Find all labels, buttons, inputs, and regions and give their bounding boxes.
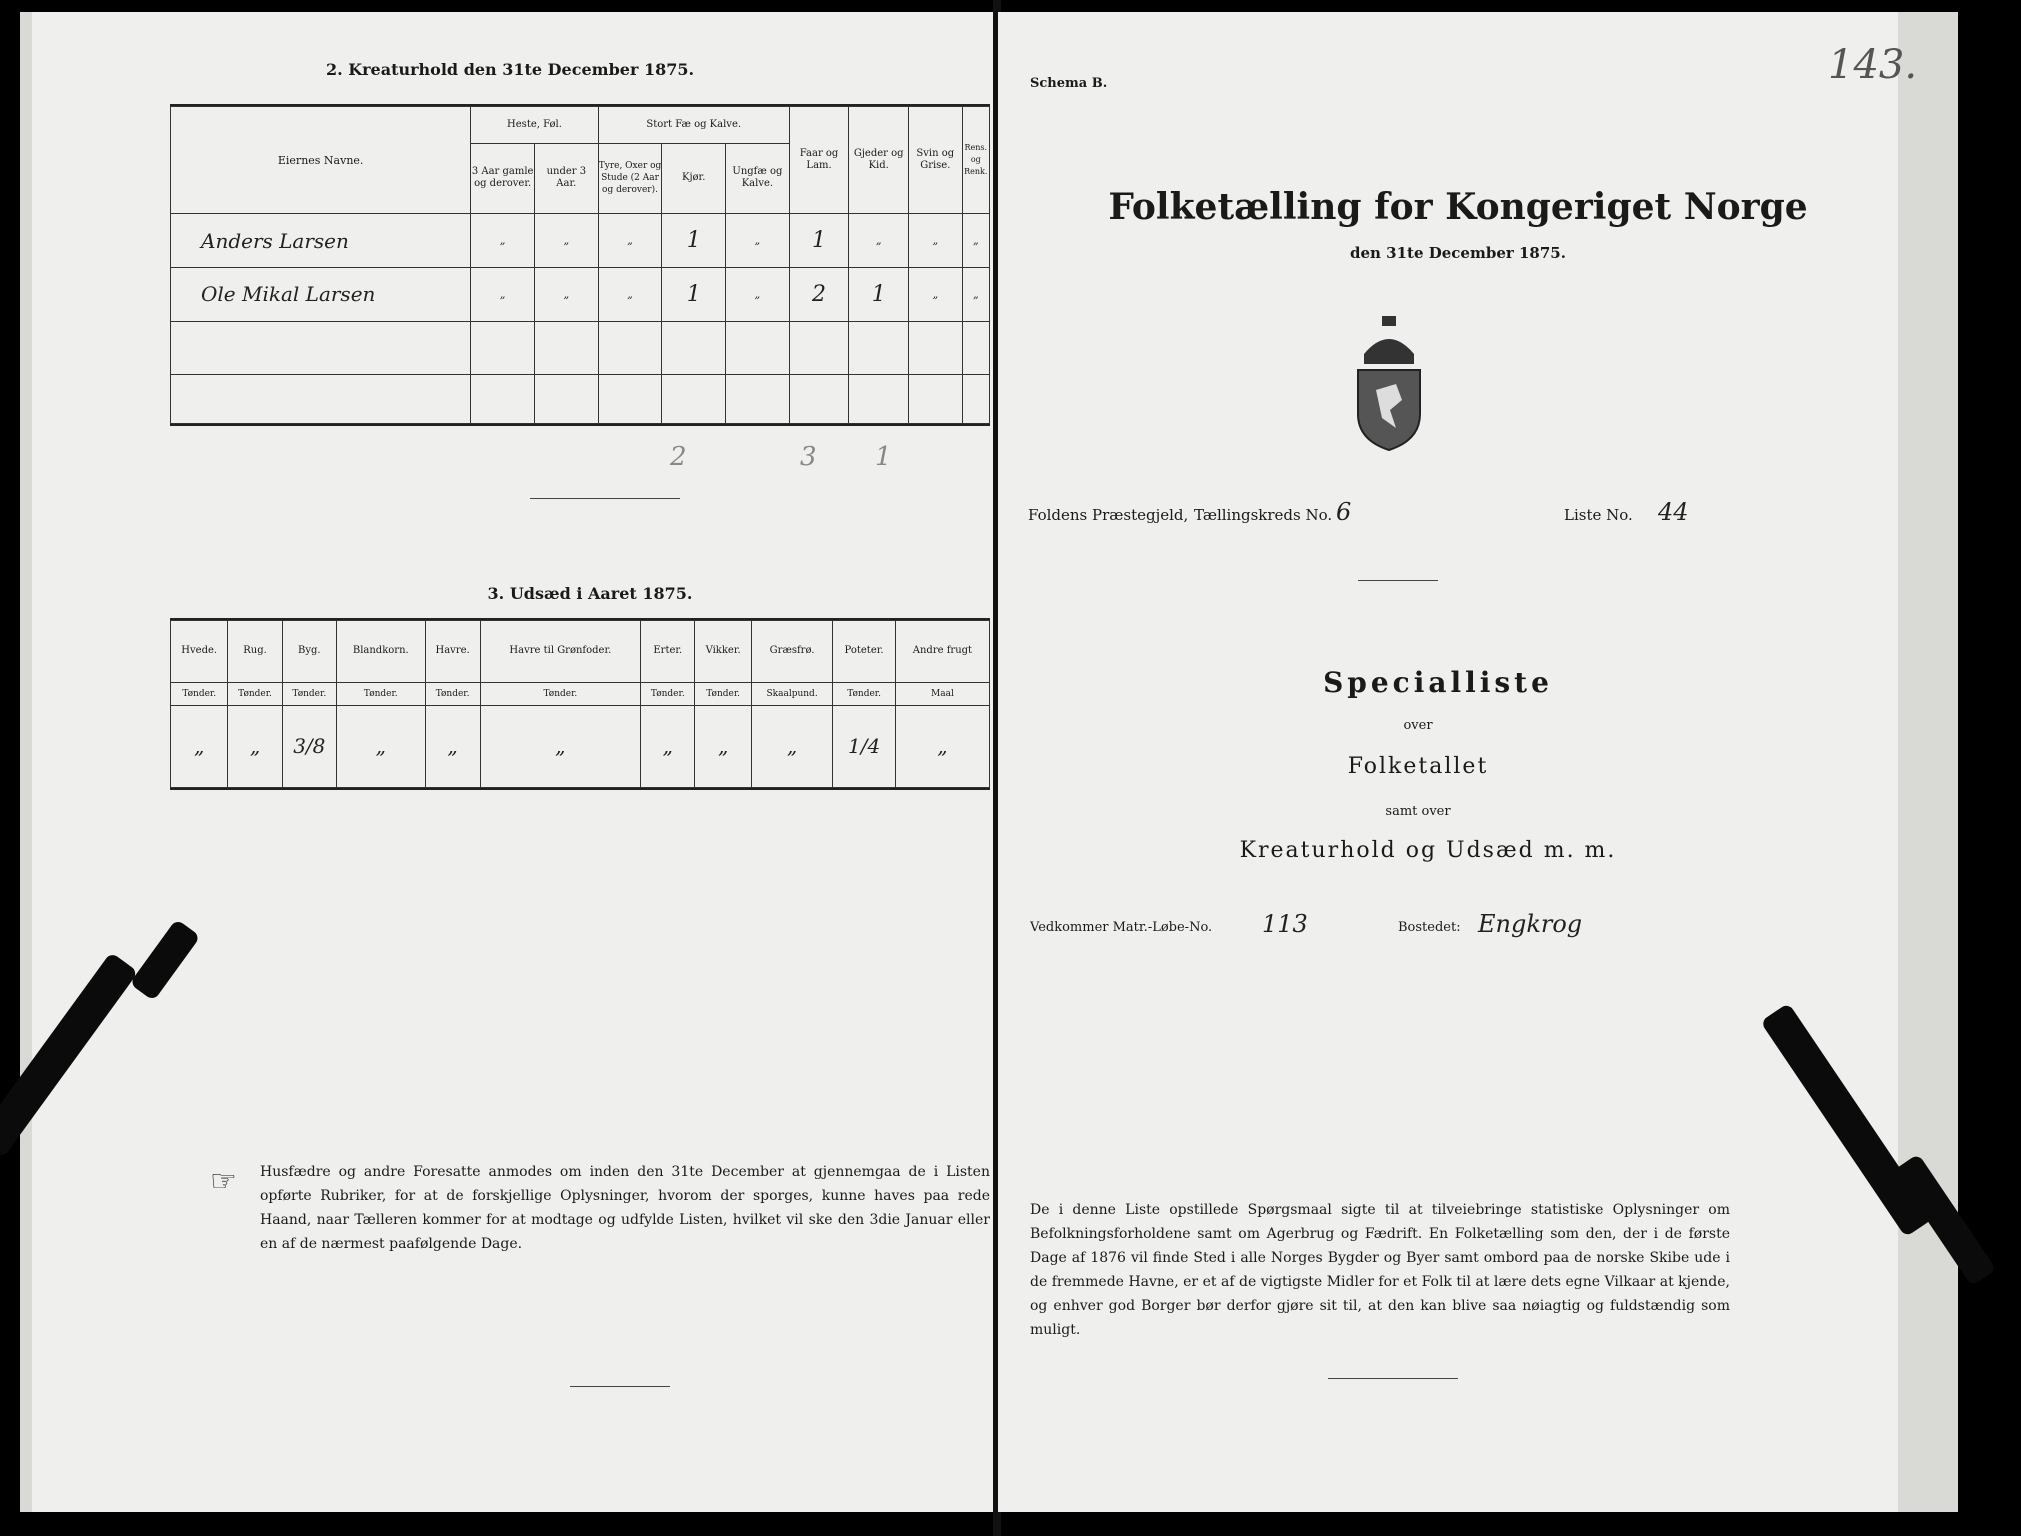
left-page-edge <box>20 12 32 1512</box>
owner-name: Ole Mikal Larsen <box>171 267 471 321</box>
sowing-value: „ <box>336 705 425 787</box>
schema-label: Schema B. <box>1030 76 1108 91</box>
cell-sheep: 2 <box>789 267 849 321</box>
list-label: Liste No. <box>1564 506 1633 524</box>
bosted-label: Bostedet: <box>1398 920 1461 935</box>
cell-sheep: 1 <box>789 214 849 268</box>
cell-pigs: „ <box>909 267 963 321</box>
cell-cows: 1 <box>662 214 726 268</box>
sowing-value: „ <box>895 705 989 787</box>
separator <box>530 498 680 499</box>
livestock-row <box>171 321 990 375</box>
samt-over-text: samt over <box>1385 804 1451 819</box>
bottom-separator <box>1328 1378 1458 1379</box>
sowing-unit: Tønder. <box>833 682 896 705</box>
cell-goats: 1 <box>849 267 909 321</box>
header-young-cattle: Ungfæ og Kalve. <box>726 143 790 214</box>
folketallet-text: Folketallet <box>1347 754 1489 779</box>
sowing-value: „ <box>480 705 641 787</box>
sowing-unit: Tønder. <box>282 682 336 705</box>
separator <box>1358 580 1438 581</box>
sowing-unit: Tønder. <box>171 682 228 705</box>
sowing-value: 1/4 <box>833 705 896 787</box>
header-horses: Heste, Føl. <box>471 107 598 144</box>
header-reindeer: Rens. og Renk. <box>962 107 989 214</box>
bottom-separator <box>570 1386 670 1387</box>
sowing-unit: Tønder. <box>336 682 425 705</box>
sowing-header: Havre. <box>425 621 480 683</box>
cell-pigs: „ <box>909 214 963 268</box>
sowing-table <box>170 620 990 788</box>
total-sheep: 2 <box>670 442 687 472</box>
right-page-edge <box>1898 12 1958 1512</box>
sowing-header: Rug. <box>228 621 282 683</box>
livestock-bottom-rule <box>170 424 990 426</box>
sowing-header: Vikker. <box>695 621 751 683</box>
district-label: Tællingskreds No. <box>1194 506 1333 524</box>
sowing-header: Græsfrø. <box>751 621 832 683</box>
sowing-title: 3. Udsæd i Aaret 1875. <box>487 584 693 603</box>
cell-young-cattle: „ <box>726 214 790 268</box>
sowing-value: „ <box>228 705 282 787</box>
sowing-value: „ <box>425 705 480 787</box>
matr-number: 113 <box>1262 910 1308 938</box>
cell-cows: 1 <box>662 267 726 321</box>
sowing-header: Andre frugt <box>895 621 989 683</box>
cell-goats: „ <box>849 214 909 268</box>
sowing-unit: Tønder. <box>228 682 282 705</box>
sowing-value: 3/8 <box>282 705 336 787</box>
census-date: den 31te December 1875. <box>1350 244 1566 262</box>
sowing-header: Erter. <box>641 621 695 683</box>
header-goats: Gjeder og Kid. <box>849 107 909 214</box>
sowing-unit: Skaalpund. <box>751 682 832 705</box>
livestock-sowing-text: Kreaturhold og Udsæd m. m. <box>1239 838 1617 863</box>
owner-name: Anders Larsen <box>171 214 471 268</box>
special-list-heading: Specialliste <box>1323 666 1553 699</box>
main-title: Folketælling for Kongeriget Norge <box>1108 186 1808 228</box>
cell-reindeer: „ <box>962 267 989 321</box>
sowing-header: Poteter. <box>833 621 896 683</box>
sowing-header: Hvede. <box>171 621 228 683</box>
header-sheep: Faar og Lam. <box>789 107 849 214</box>
sowing-value: „ <box>171 705 228 787</box>
sowing-unit: Tønder. <box>480 682 641 705</box>
cell-horse-young: „ <box>534 214 598 268</box>
sowing-unit: Tønder. <box>425 682 480 705</box>
cell-horse-young: „ <box>534 267 598 321</box>
sowing-value: „ <box>751 705 832 787</box>
sowing-unit: Tønder. <box>695 682 751 705</box>
header-pigs: Svin og Grise. <box>909 107 963 214</box>
header-horse-young: under 3 Aar. <box>534 143 598 214</box>
right-page <box>998 12 1958 1512</box>
cell-young-cattle: „ <box>726 267 790 321</box>
sowing-value: „ <box>641 705 695 787</box>
header-horse-old: 3 Aar gamle og derover. <box>471 143 535 214</box>
page-number: 143. <box>1828 42 1918 88</box>
sowing-value: „ <box>695 705 751 787</box>
district-number: 6 <box>1336 498 1352 526</box>
over-text: over <box>1403 718 1433 733</box>
notice-text: Husfædre og andre Foresatte anmodes om inden den 31te December at gjennemgaa de i Listen opførte Rubriker, for at de forskjellige Oplysninger, hvorom der sporges, kunne haves paa rede Haand, naar Tælleren kommer for at modtage og udfylde Listen, hvilket vil ske den 3die Januar eller en af de nærmest paafølgende Dage. <box>260 1164 990 1252</box>
list-number: 44 <box>1658 498 1689 526</box>
pointing-hand-icon: ☞ <box>210 1164 237 1199</box>
matr-label: Vedkommer Matr.-Løbe-No. <box>1030 920 1213 935</box>
sowing-header: Byg. <box>282 621 336 683</box>
parish-label: Foldens Præstegjeld, <box>1028 506 1189 524</box>
cell-horse-old: „ <box>471 214 535 268</box>
sowing-unit: Tønder. <box>641 682 695 705</box>
instructions-paragraph: De i denne Liste opstillede Spørgsmaal sigte til at tilveiebringe statistiske Oplysninger om Befolkningsforholdene samt om Agerbrug og Fædrift. En Folketælling som den, der i de første Dage af 1876 vil finde Sted i alle Norges Bygder og Byer samt ombord paa de norske Skibe ude i de fremmede Havne, er et af de vigtigste Midler for et Folk til at lære dets egne Vilkaar at kjende, og enhver god Borger bør derfor gjøre sit til, at den kan blive saa nøiagtig og fuldstændig som muligt. <box>1030 1202 1730 1338</box>
left-page <box>20 12 995 1512</box>
sowing-header: Havre til Grønfoder. <box>480 621 641 683</box>
livestock-table <box>170 106 990 424</box>
livestock-row <box>171 375 990 424</box>
coat-of-arms-icon <box>1344 314 1434 452</box>
cell-horse-old: „ <box>471 267 535 321</box>
cell-reindeer: „ <box>962 214 989 268</box>
livestock-row <box>171 214 990 268</box>
header-cows: Kjør. <box>662 143 726 214</box>
header-cattle: Stort Fæ og Kalve. <box>598 107 789 144</box>
cell-oxen: „ <box>598 214 662 268</box>
sowing-bottom-rule <box>170 788 990 790</box>
total-pigs: 1 <box>875 442 892 472</box>
header-owner: Eiernes Navne. <box>171 107 471 214</box>
total-goats: 3 <box>800 442 817 472</box>
header-oxen: Tyre, Oxer og Stude (2 Aar og derover). <box>598 143 662 214</box>
livestock-title: 2. Kreaturhold den 31te December 1875. <box>325 60 695 79</box>
cell-oxen: „ <box>598 267 662 321</box>
livestock-row <box>171 267 990 321</box>
sowing-header: Blandkorn. <box>336 621 425 683</box>
bosted-value: Engkrog <box>1478 910 1583 938</box>
sowing-unit: Maal <box>895 682 989 705</box>
